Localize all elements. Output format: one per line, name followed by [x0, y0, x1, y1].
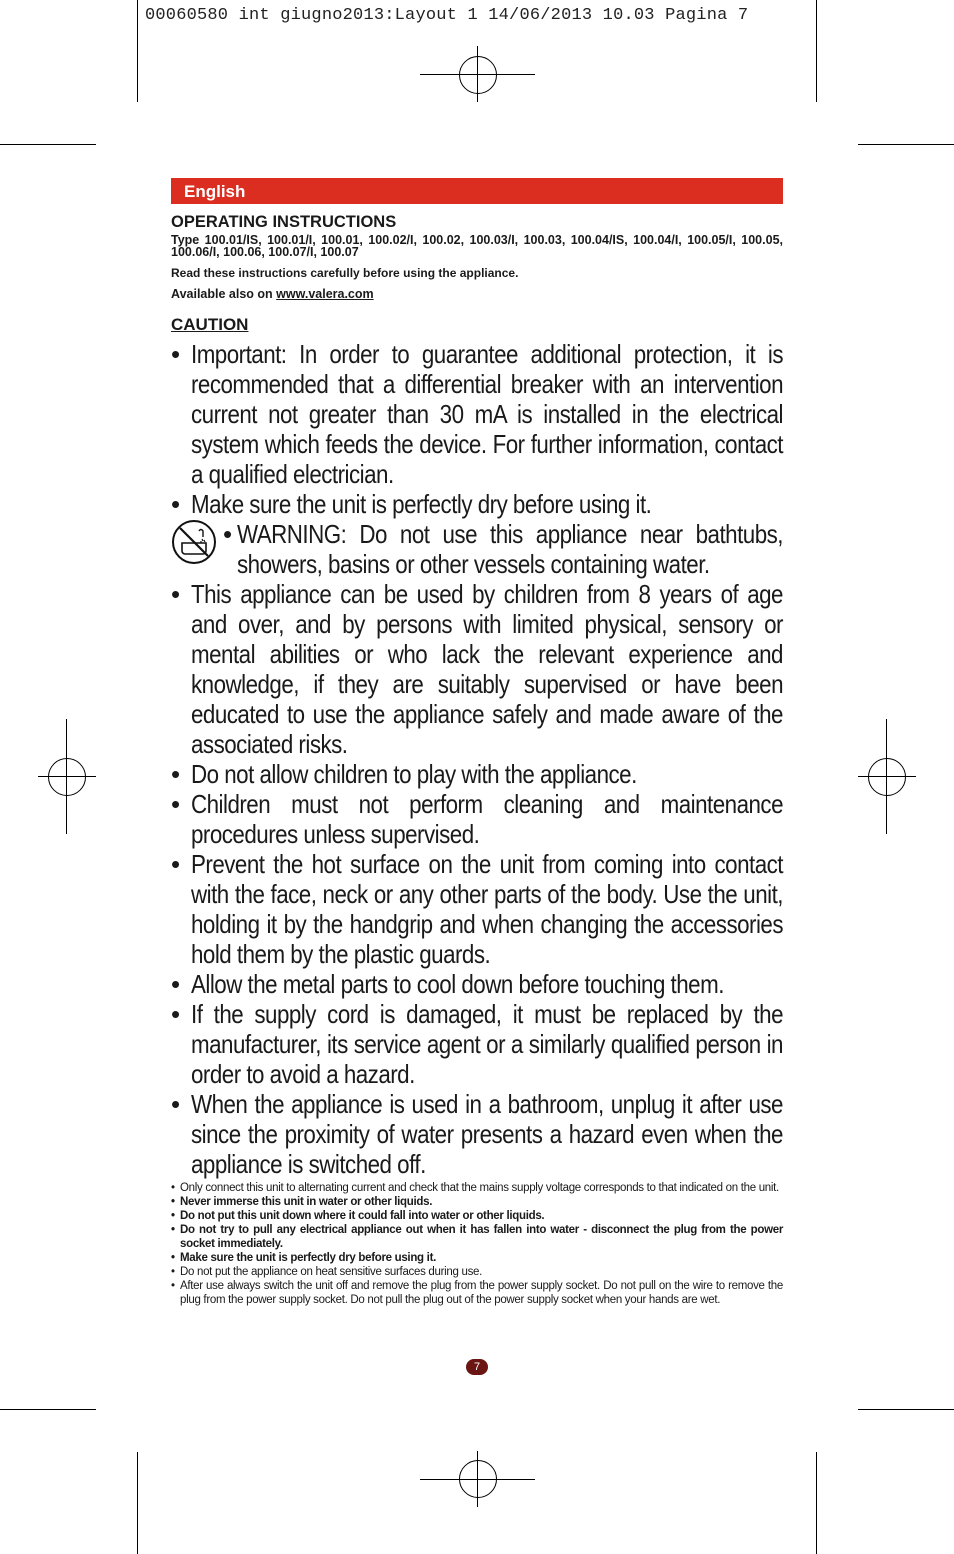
caution-item: • Allow the metal parts to cool down before touching them.: [171, 969, 783, 999]
caution-item: • This appliance can be used by children from 8 years of age and over, and by persons with limited physical, sensory or mental abilities or who lack the relevant experience and knowledge, if they are suitably supervised or have been educated to use the appliance safely and made aware of the associated risks.: [171, 579, 783, 759]
no-bathtub-icon: [171, 519, 217, 565]
crop-mark: [137, 0, 138, 102]
caution-item: • Make sure the unit is perfectly dry before using it.: [171, 489, 783, 519]
caution-list: [171, 339, 783, 1179]
read-instructions-note: Read these instructions carefully before using the appliance.: [171, 266, 519, 280]
crop-mark: [858, 1409, 954, 1410]
crop-mark: [137, 1452, 138, 1554]
available-note: Available also on www.valera.com: [171, 287, 374, 301]
note-item: • Make sure the unit is perfectly dry before using it.: [171, 1251, 783, 1265]
registration-circle: [868, 758, 906, 796]
caution-heading: CAUTION: [171, 315, 249, 334]
crop-mark: [816, 0, 817, 102]
crop-mark: [0, 144, 96, 145]
registration-circle: [459, 56, 497, 94]
model-types: Type 100.01/IS, 100.01/I, 100.01, 100.02/I, 100.02, 100.03/I, 100.03, 100.04/IS, 100.04/I, 100.05/I, 100.05, 100.06/I, 100.06, 100.07/I, 100.07: [171, 233, 783, 259]
safety-notes: [171, 1181, 783, 1307]
note-item: • Do not put this unit down where it could fall into water or other liquids.: [171, 1209, 783, 1223]
note-item: • Do not put the appliance on heat sensitive surfaces during use.: [171, 1265, 783, 1279]
note-item: • After use always switch the unit off and remove the plug from the power supply socket. Do not pull on the wire to remove the plug from the power supply socket. Do not pull the plug out of the power supply socket when your hands are wet.: [171, 1279, 783, 1307]
page-number: 7: [466, 1359, 488, 1375]
page-title: OPERATING INSTRUCTIONS: [171, 213, 397, 231]
page-content: [171, 178, 783, 1307]
registration-circle: [459, 1460, 497, 1498]
crop-mark: [816, 1452, 817, 1554]
caution-item: • When the appliance is used in a bathroom, unplug it after use since the proximity of water presents a hazard even when the appliance is switched off.: [171, 1089, 783, 1179]
caution-item: • Children must not perform cleaning and maintenance procedures unless supervised.: [171, 789, 783, 849]
caution-item: • Important: In order to guarantee additional protection, it is recommended that a differential breaker with an intervention current not greater than 30 mA is installed in the electrical system which feeds the device. For further information, contact a qualified electrician.: [171, 339, 783, 489]
crop-mark: [0, 1409, 96, 1410]
language-bar: English: [171, 178, 783, 204]
caution-item-warning: • WARNING: Do not use this appliance near bathtubs, showers, basins or other vessels containing water.: [171, 519, 783, 579]
registration-circle: [48, 758, 86, 796]
print-slug: 00060580 int giugno2013:Layout 1 14/06/2013 10.03 Pagina 7: [145, 6, 749, 25]
note-item: • Only connect this unit to alternating current and check that the mains supply voltage corresponds to that indicated on the unit.: [171, 1181, 783, 1195]
caution-item: • Prevent the hot surface on the unit from coming into contact with the face, neck or any other parts of the body. Use the unit, holding it by the handgrip and when changing the accessories hold them by the plastic guards.: [171, 849, 783, 969]
caution-item: • If the supply cord is damaged, it must be replaced by the manufacturer, its service agent or a similarly qualified person in order to avoid a hazard.: [171, 999, 783, 1089]
note-item: • Never immerse this unit in water or other liquids.: [171, 1195, 783, 1209]
caution-item: • Do not allow children to play with the appliance.: [171, 759, 783, 789]
crop-mark: [858, 144, 954, 145]
note-item: • Do not try to pull any electrical appliance out when it has fallen into water - disconnect the plug from the power socket immediately.: [171, 1223, 783, 1251]
website-link[interactable]: www.valera.com: [276, 287, 374, 301]
